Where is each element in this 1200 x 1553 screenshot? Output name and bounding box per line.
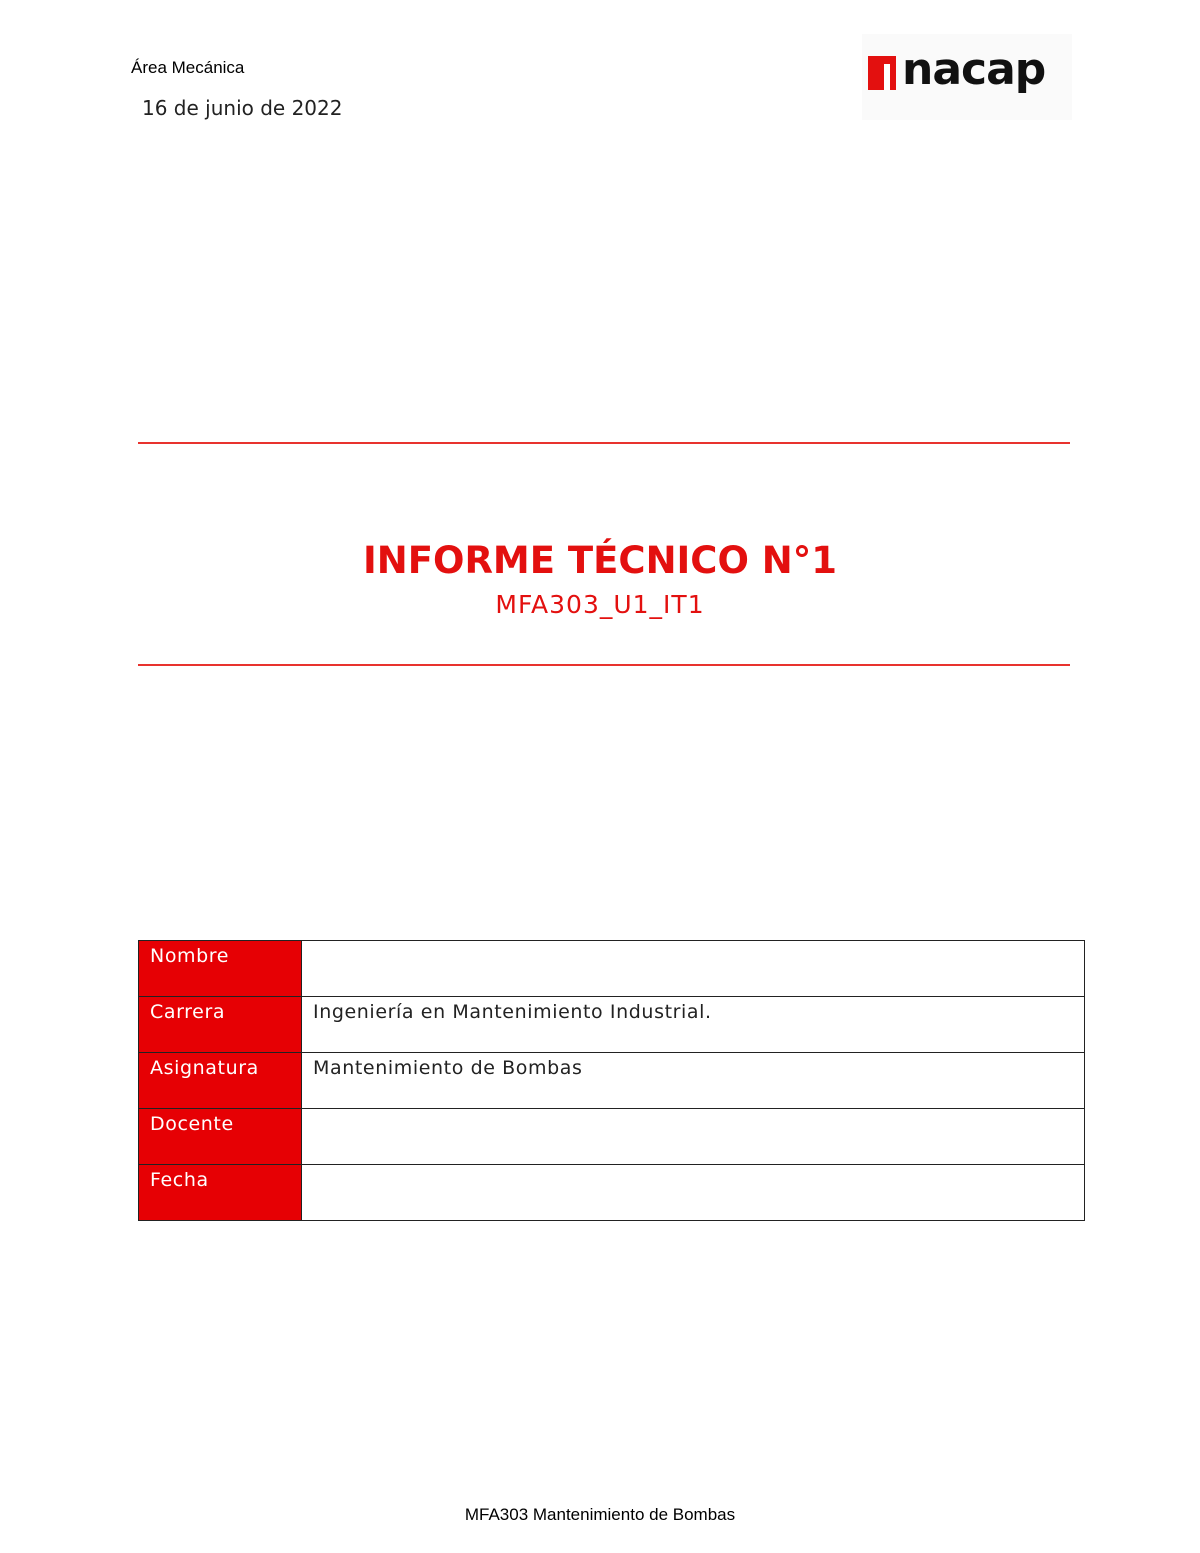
row-value-fecha[interactable] (302, 1165, 1085, 1221)
row-label-asignatura: Asignatura (139, 1053, 302, 1109)
table-row (139, 1109, 1085, 1165)
table-row (139, 997, 1085, 1053)
table-row (139, 941, 1085, 997)
bottom-divider (138, 664, 1070, 666)
report-title: INFORME TÉCNICO N°1 (362, 539, 838, 582)
report-code: MFA303_U1_IT1 (495, 590, 705, 619)
document-date: 16 de junio de 2022 (142, 96, 343, 120)
page-footer: MFA303 Mantenimiento de Bombas (464, 1505, 736, 1524)
table-row (139, 1053, 1085, 1109)
table-row (139, 1165, 1085, 1221)
logo-mark-icon (862, 34, 902, 120)
row-value-nombre[interactable] (302, 941, 1085, 997)
area-label: Área Mecánica (131, 58, 245, 77)
student-info-table (138, 940, 1085, 1221)
inacap-logo (862, 34, 1072, 120)
row-value-docente[interactable] (302, 1109, 1085, 1165)
logo-wordmark: nacap (902, 44, 1046, 95)
row-value-carrera[interactable]: Ingeniería en Mantenimiento Industrial. (302, 997, 1085, 1053)
row-label-docente: Docente (139, 1109, 302, 1165)
row-label-nombre: Nombre (139, 941, 302, 997)
row-label-carrera: Carrera (139, 997, 302, 1053)
row-value-asignatura[interactable]: Mantenimiento de Bombas (302, 1053, 1085, 1109)
top-divider (138, 442, 1070, 444)
row-label-fecha: Fecha (139, 1165, 302, 1221)
